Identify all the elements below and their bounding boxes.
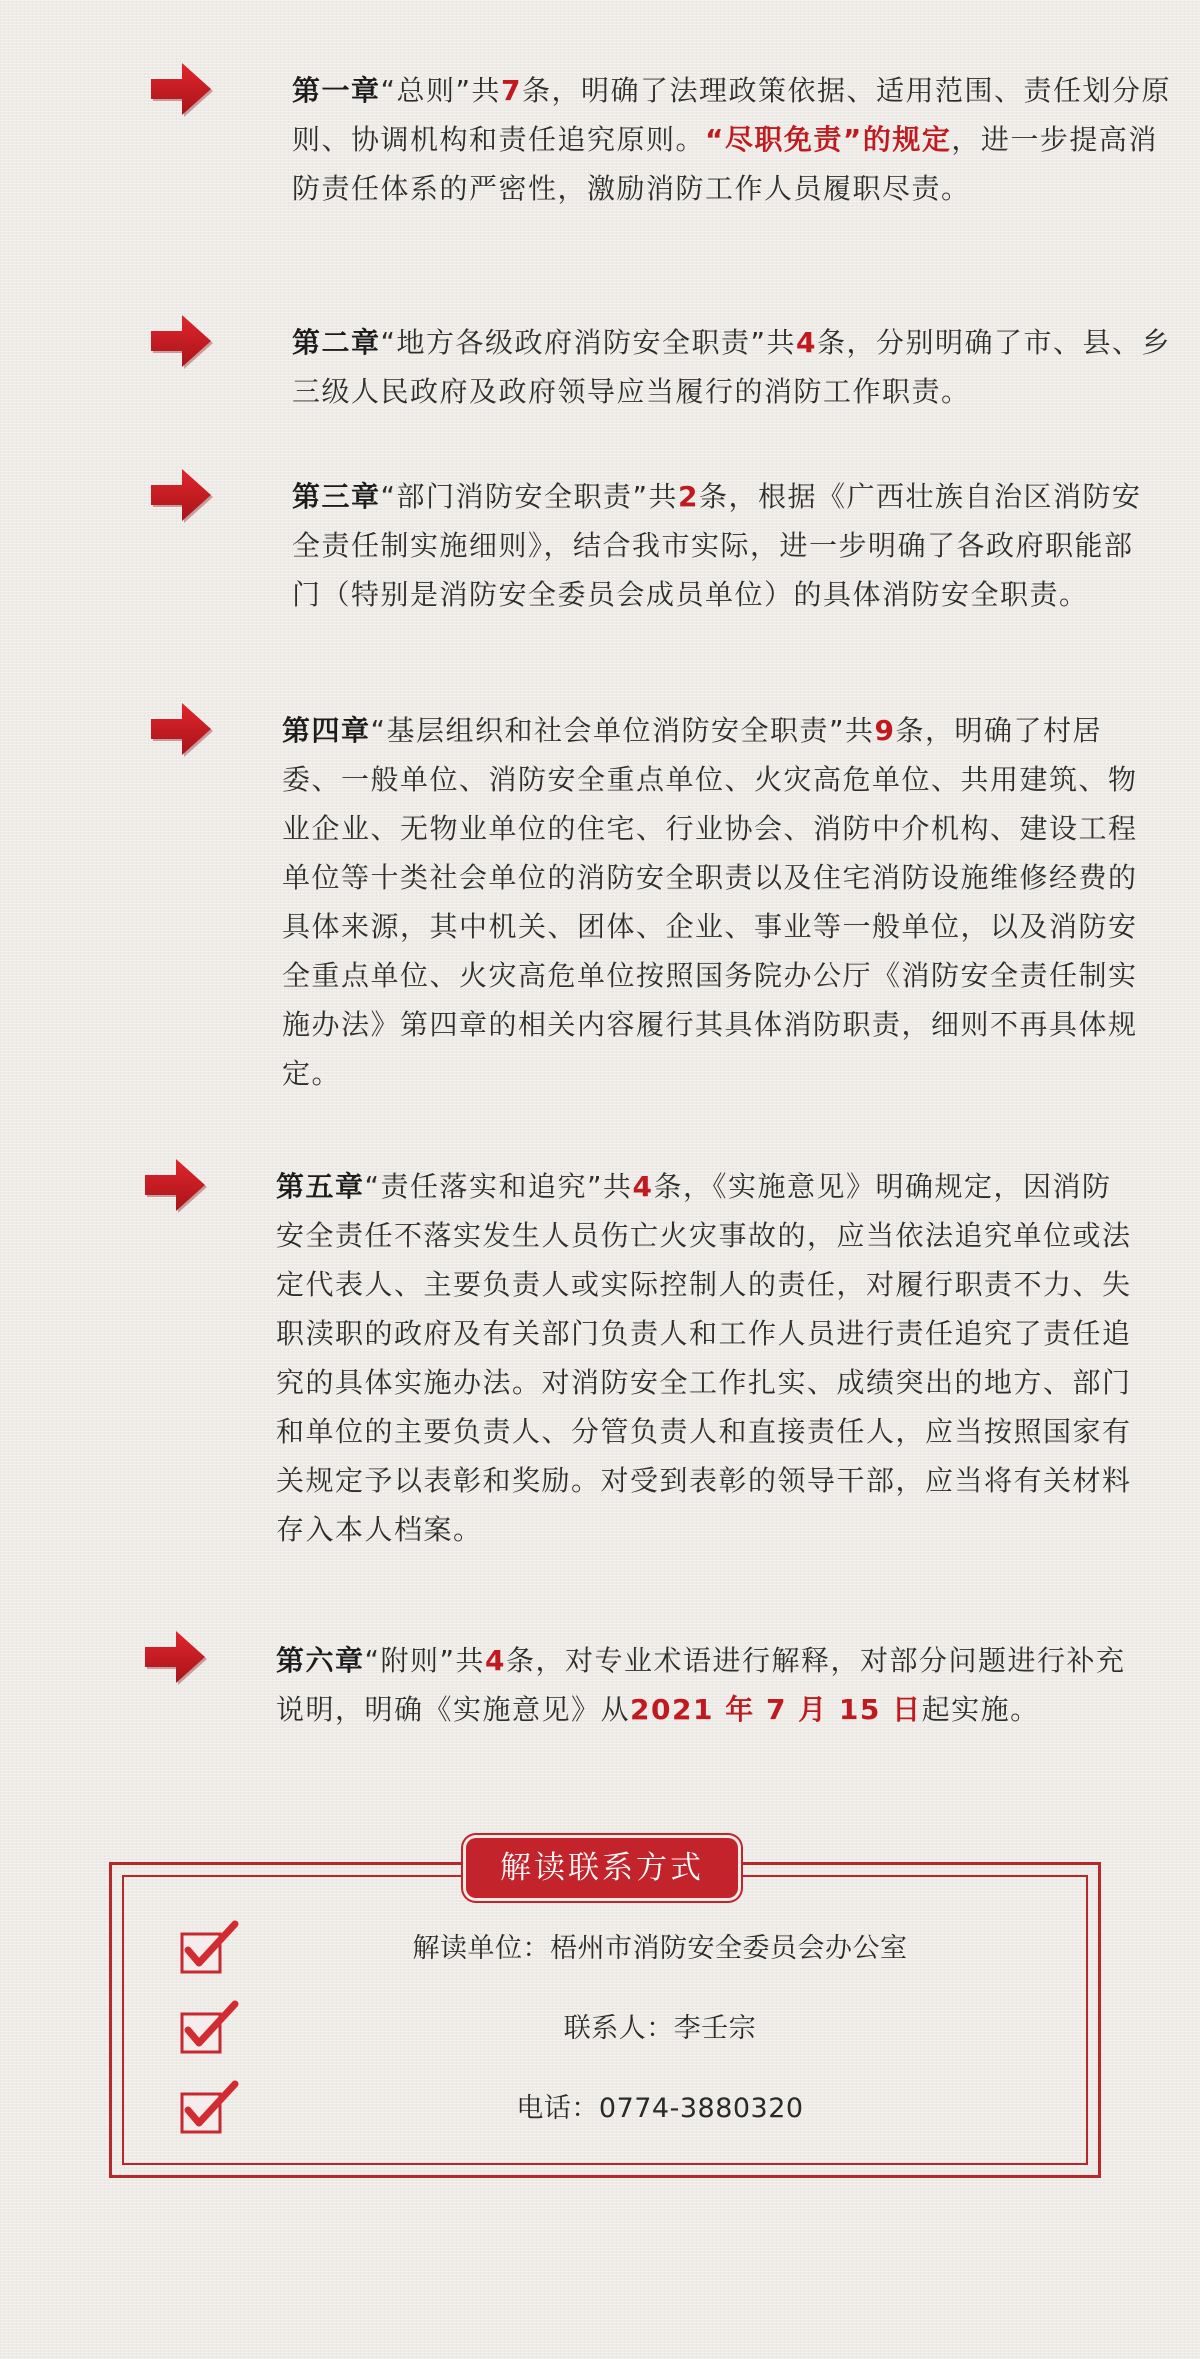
chapter-text: 条，《实施意见》明确规定，因消防安全责任不落实发生人员伤亡火灾事故的，应当依法追究单位或法定代表人、主要负责人或实际控制人的责任，对履行职责不力、失职渎职的政府及有关部门负责人和工作人员进行责任追究了责任追究的具体实施办法。对消防安全工作扎实、成绩突出的地方、部门和单位的主要负责人、分管负责人和直接责任人，应当按照国家有关规定予以表彰和奖励。对受到表彰的领导干部，应当将有关材料存入本人档案。 bbox=[276, 1170, 1132, 1546]
chapter-text: “部门消防安全职责”共 bbox=[380, 480, 679, 513]
article-count: 4 bbox=[796, 326, 818, 359]
chapter-text: 条，明确了村居委、一般单位、消防安全重点单位、火灾高危单位、共用建筑、物业企业、无物业单位的住宅、行业协会、消防中介机构、建设工程单位等十类社会单位的消防安全职责以及住宅消防设施维修经费的具体来源，其中机关、团体、企业、事业等一般单位，以及消防安全重点单位、火灾高危单位按照国务院办公厅《消防安全责任制实施办法》第四章的相关内容履行其具体消防职责，细则不再具体规定。 bbox=[282, 714, 1138, 1090]
chapter-label: 第五章 bbox=[276, 1170, 365, 1203]
chapter-label: 第一章 bbox=[292, 74, 381, 107]
chapter-text: 条，分别明确了市、县、乡三级人民政府及政府领导应当履行的消防工作职责。 bbox=[292, 326, 1172, 408]
highlight-text: “尽职免责”的规定 bbox=[705, 123, 952, 156]
chapter-label: 第六章 bbox=[276, 1644, 365, 1677]
chapter-4-text bbox=[282, 706, 1152, 1098]
contact-phone: 电话：0774-3880320 bbox=[516, 2093, 804, 2124]
chapter-2-text bbox=[292, 318, 1192, 416]
chapter-text: “附则”共 bbox=[364, 1644, 486, 1677]
article-count: 4 bbox=[632, 1170, 654, 1203]
checkmark-icon bbox=[180, 1998, 240, 2054]
contact-unit: 解读单位：梧州市消防安全委员会办公室 bbox=[412, 1933, 908, 1964]
chapter-text: 起实施。 bbox=[921, 1693, 1040, 1726]
arrow-right-icon bbox=[142, 1628, 208, 1686]
chapter-text: 条，对专业术语进行解释，对部分问题进行补充说明，明确《实施意见》从 bbox=[276, 1644, 1126, 1726]
chapter-text: “基层组织和社会单位消防安全职责”共 bbox=[370, 714, 875, 747]
contact-person-row bbox=[180, 1998, 1080, 2058]
chapter-text: 条，根据《广西壮族自治区消防安全责任制实施细则》，结合我市实际，进一步明确了各政府职能部门（特别是消防安全委员会成员单位）的具体消防安全职责。 bbox=[292, 480, 1142, 611]
chapter-label: 第二章 bbox=[292, 326, 381, 359]
article-count: 7 bbox=[501, 74, 523, 107]
checkmark-icon bbox=[180, 2078, 240, 2134]
effective-date: 2021 年 7 月 15 日 bbox=[630, 1693, 922, 1726]
chapter-text: 条，明确了法理政策依据、适用范围、责任划分原则、协调机构和责任追究原则。 bbox=[292, 74, 1172, 156]
chapter-5-text bbox=[276, 1162, 1140, 1554]
article-count: 9 bbox=[874, 714, 896, 747]
arrow-right-icon bbox=[148, 466, 214, 524]
arrow-right-icon bbox=[142, 1156, 208, 1214]
contact-person: 联系人：李壬宗 bbox=[563, 2013, 757, 2044]
chapter-text: “地方各级政府消防安全职责”共 bbox=[380, 326, 797, 359]
chapter-label: 第三章 bbox=[292, 480, 381, 513]
article-count: 2 bbox=[678, 480, 700, 513]
contact-unit-row bbox=[180, 1918, 1080, 1978]
arrow-right-icon bbox=[148, 60, 214, 118]
article-count: 4 bbox=[485, 1644, 507, 1677]
chapter-text: “责任落实和追究”共 bbox=[364, 1170, 633, 1203]
chapter-1-text bbox=[292, 66, 1172, 213]
chapter-3-text bbox=[292, 472, 1152, 619]
chapter-label: 第四章 bbox=[282, 714, 371, 747]
chapter-text: “总则”共 bbox=[380, 74, 502, 107]
chapter-6-text bbox=[276, 1636, 1140, 1734]
contact-phone-row bbox=[180, 2078, 1080, 2138]
checkmark-icon bbox=[180, 1918, 240, 1974]
chapter-text: ，进一步提高消防责任体系的严密性，激励消防工作人员履职尽责。 bbox=[292, 123, 1158, 205]
contact-title: 解读联系方式 bbox=[466, 1838, 738, 1898]
arrow-right-icon bbox=[148, 312, 214, 370]
arrow-right-icon bbox=[148, 700, 214, 758]
